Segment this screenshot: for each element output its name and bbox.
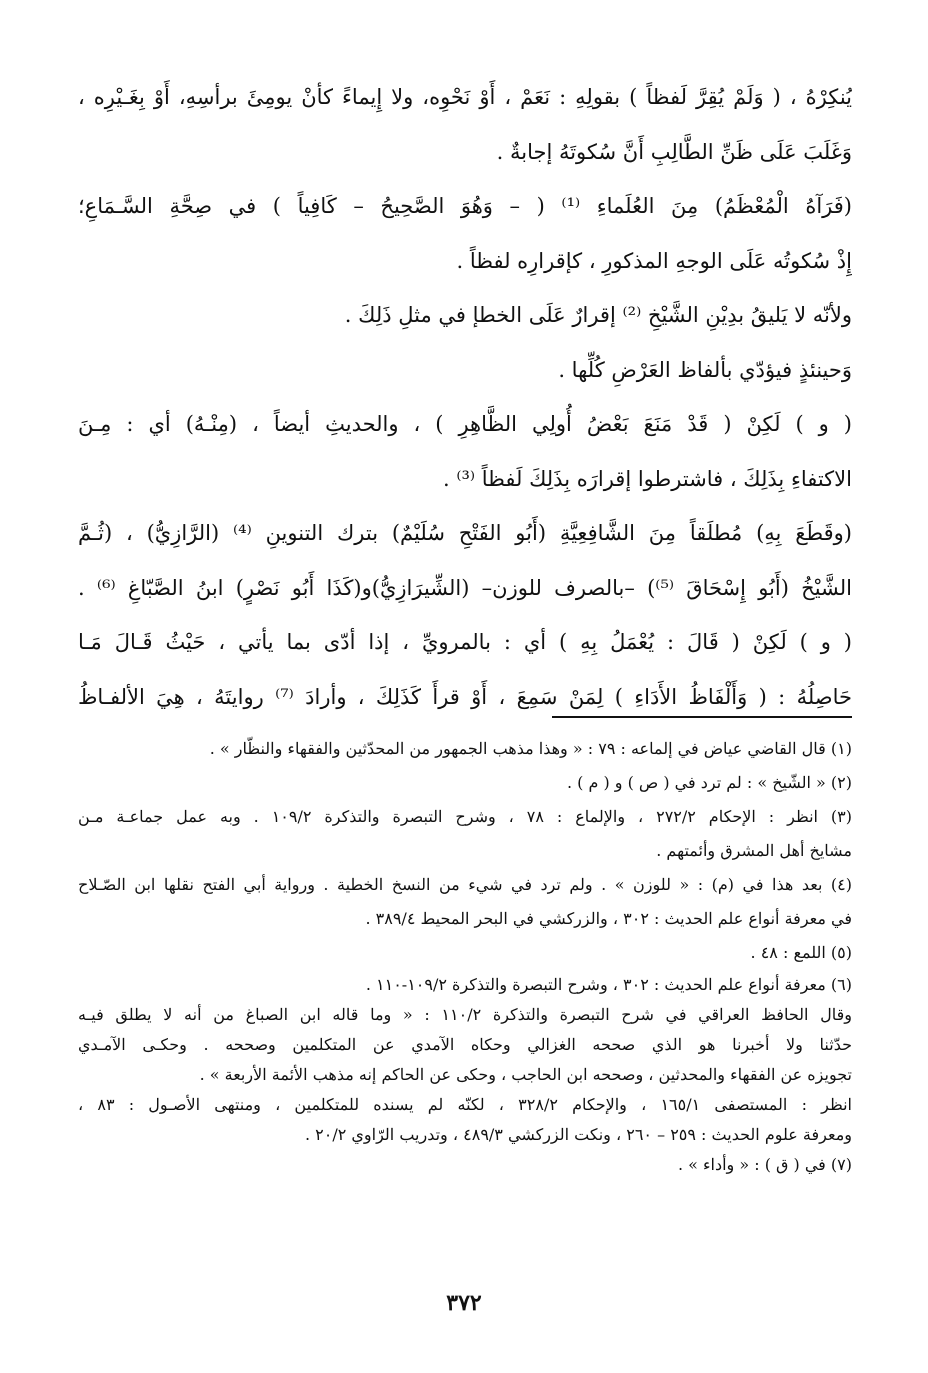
main-line: الاكتفاءِ بِذَلِكَ ، فاشترطوا إقرارَه بِذَلِكَ لَفظاً ⁽³⁾ .	[442, 466, 852, 491]
footnote-line: مشايخ أهل المشرق وأئمتهم .	[656, 841, 852, 860]
footnotes	[78, 732, 852, 1180]
footnote-line: (١) قال القاضي عياض في إلماعه : ٧٩ : « وهذا مذهب الجمهور من المحدّثين والفقهاء والنظّار » .	[209, 739, 852, 758]
footnote-line: وقال الحافظ العراقي في شرح التبصرة والتذكرة ١١٠/٢ : « وما قاله ابن الصباغ من أنه لا يطلق فيـه	[78, 1005, 852, 1024]
main-line: يُنكِرْهُ ، ( وَلَمْ يُقِرَّ لَفظاً ) بقولِهِ : نَعَمْ ، أَوْ نَحْوِه، ولا إِيماءً كأنْ يومِئَ برأسِهِ، أَوْ بِغَـيْرِه ،	[78, 85, 852, 109]
main-line: (وقَطَعَ بِهِ) مُطلَقاً مِنَ الشَّافِعِيَّةِ (أَبُو الفَتْحِ سُلَيْمٌ) بترك التنوينِ ⁽⁴⁾ (الرَّازِيُّ) ، (ثُـمَّ	[78, 521, 852, 545]
footnote-line: (٤) بعد هذا في (م) : « للوزن » . ولم ترد في شيء من النسخ الخطية . ورواية أبي الفتح نقلها ابن الصّـلاح	[78, 875, 852, 894]
main-line: الشَّيْخُ (أَبُو إِسْحَاقَ ⁽⁵⁾) –بالصرف للوزن– (الشِّيرَازِيُّ)و(كَذَا أَبُو نَصْرٍ) ابنُ الصَّبّاغِ ⁽⁶⁾ .	[78, 575, 852, 600]
main-line: (فَرَآهُ الْمُعْظَمُ) مِنَ العُلَماءِ ⁽¹⁾ ( – وَهُوَ الصَّحِيحُ – كَافِياً ) في صِحَّةِ السَّـمَاعِ؛	[78, 194, 852, 218]
footnote-line: حدّثنا ولا أخبرنا هو الذي صححه الغزالي وحكاه الآمدي عن المتكلمين وصححه . وحكـى الآمـدي	[78, 1035, 852, 1054]
footnote-line: تجويزه عن الفقهاء والمحدثين ، وصححه ابن الحاجب ، وحكى عن الحاكم إنه مذهب الأئمة الأربعة » .	[199, 1065, 852, 1084]
footnote-line: (٥) اللمع : ٤٨ .	[750, 943, 852, 962]
footnote-line: (٧) في ( ق ) : « وأداء » .	[677, 1155, 852, 1174]
footnote-line: (٢) « الشّيخ » : لم ترد في ( ص ) و ( م ) .	[566, 773, 852, 792]
footnote-line: (٦) معرفة أنواع علم الحديث : ٣٠٢ ، وشرح التبصرة والتذكرة ١٠٩/٢-١١٠ .	[365, 975, 852, 994]
main-line: ( و ) لَكِنْ ( قَالَ : يُعْمَلُ بِهِ ) أي : بالمرويِّ ، إذا أدّى بما يأتي ، حَيْثُ قَـالَ مَـا	[78, 630, 852, 654]
main-text	[78, 70, 852, 724]
main-line: حَاصِلُهُ : ( وَأَلْفَاظُ الأَدَاءِ ) لِمَنْ سَمِعَ ، أَوْ قرأَ كَذَلِكَ ، وأرادَ ⁽⁷⁾ روايتَهُ ، هِيَ الألفـاظُ	[78, 684, 852, 709]
main-line: ( و ) لَكِنْ ( قَدْ مَنَعَ بَعْضُ أُولِي الظَّاهِرِ ) ، والحديثِ أيضاً ، (مِنْـهُ) أي : مِـنَ	[78, 412, 852, 436]
footnote-line: (٣) انظر : الإحكام ٢٧٢/٢ ، والإلماع : ٧٨ ، وشرح التبصرة والتذكرة ١٠٩/٢ . وبه عمل جماعـة مـن	[78, 807, 852, 826]
main-line: وَغَلَبَ عَلَى ظَنِّ الطَّالِبِ أَنَّ سُكوتَهُ إجابةٌ .	[496, 139, 852, 164]
footnote-line: انظر : المستصفى ١٦٥/١ ، والإحكام ٣٢٨/٢ ، لكنّه لم يسنده للمتكلمين ، ومنتهى الأصـول : ٨٣ ،	[78, 1095, 852, 1114]
main-line: ولأنّه لا يَليقُ بدِيْنِ الشَّيْخِ ⁽²⁾ إقرارٌ عَلَى الخطإ في مثلِ ذَلِكَ .	[344, 303, 852, 327]
footnote-line: ومعرفة علوم الحديث : ٢٥٩ – ٢٦٠ ، ونكت الزركشي ٤٨٩/٣ ، وتدريب الرّاوي ٢٠/٢ .	[304, 1125, 852, 1144]
footnote-divider	[552, 716, 852, 718]
main-line: وَحينئذٍ فيؤدّي بألفاظ العَرْضِ كُلِّها .	[558, 357, 852, 382]
main-line: إِذْ سُكوتُه عَلَى الوجهِ المذكورِ ، كإقرارِه لفظاً .	[456, 248, 852, 273]
page-number: ٣٧٢	[446, 1290, 482, 1316]
footnote-line: في معرفة أنواع علم الحديث : ٣٠٢ ، والزركشي في البحر المحيط ٣٨٩/٤ .	[365, 909, 852, 928]
